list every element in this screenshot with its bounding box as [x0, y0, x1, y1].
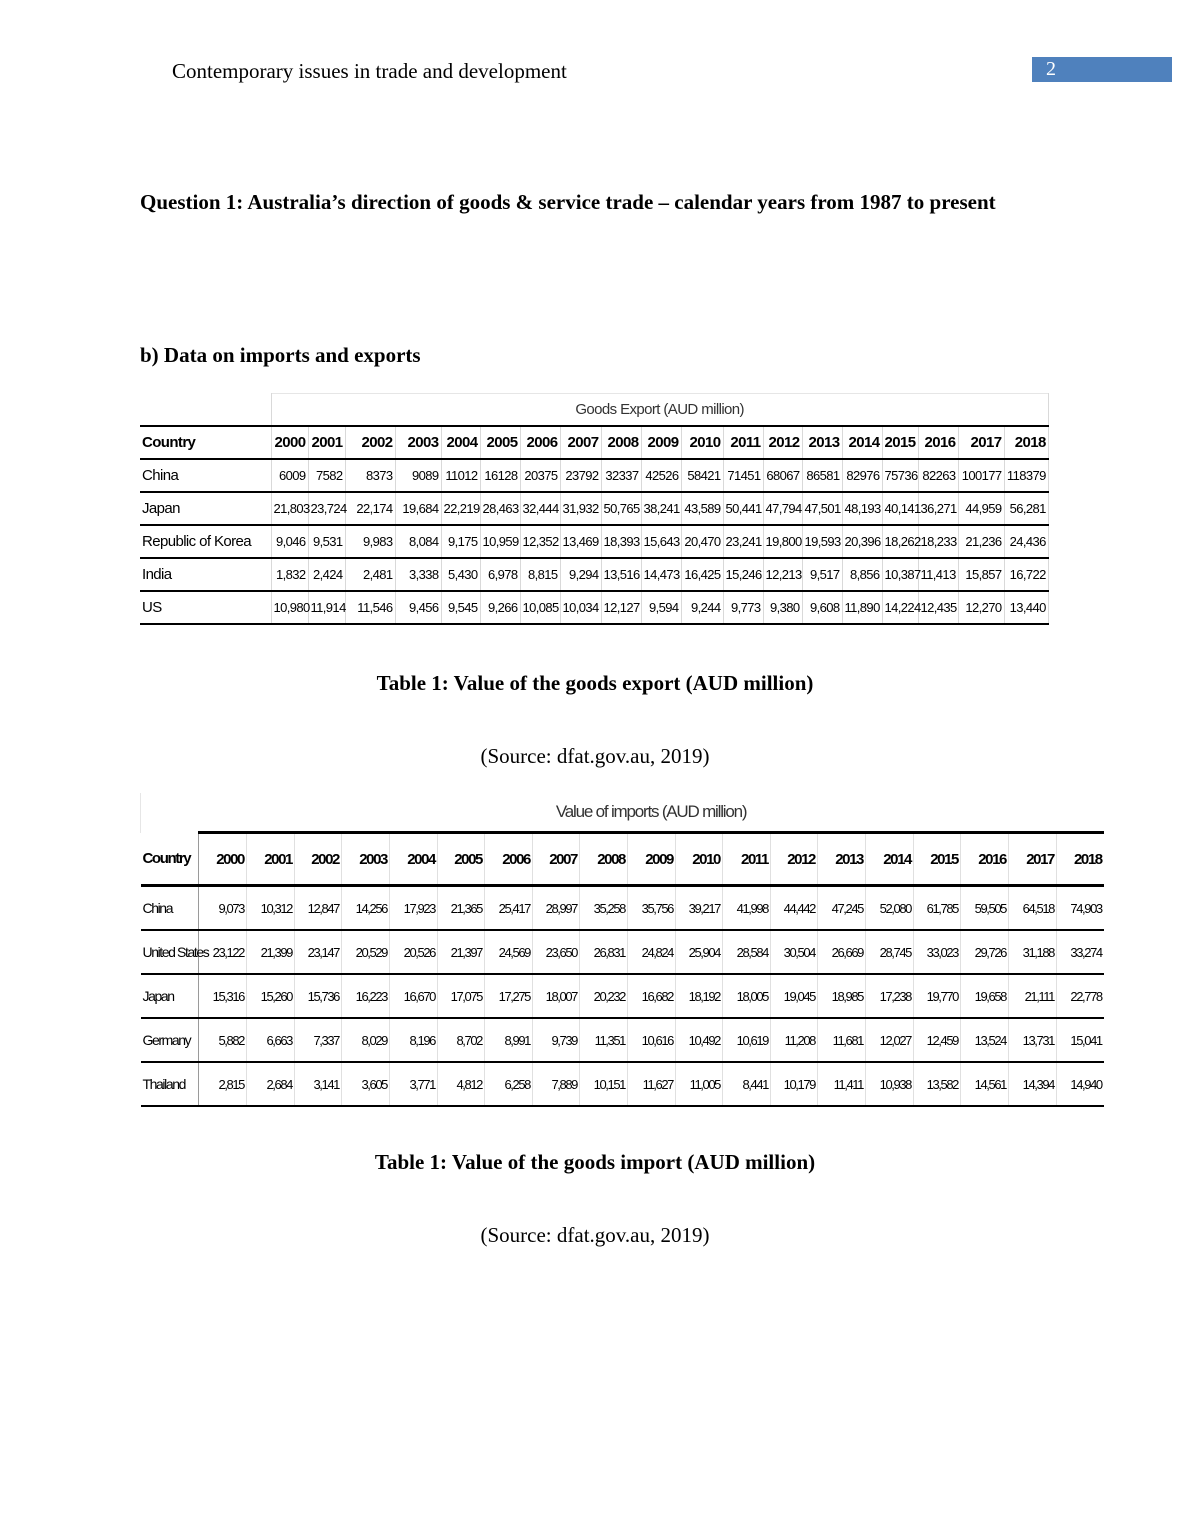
import-table-value-cell: 26,831 — [580, 930, 628, 974]
import-table-value-cell: 12,027 — [866, 1018, 914, 1062]
import-table-row — [141, 930, 1104, 974]
export-table-value-cell: 75736 — [882, 459, 918, 492]
export-table-value-cell: 15,857 — [958, 558, 1004, 591]
import-table-year-header: 2017 — [1009, 833, 1057, 886]
import-table-value-cell: 11,208 — [771, 1018, 818, 1062]
export-table-value-cell: 16,425 — [681, 558, 723, 591]
export-table-value-cell: 7582 — [308, 459, 345, 492]
import-table-value-cell: 18,985 — [818, 974, 866, 1018]
import-table-year-header: 2015 — [914, 833, 961, 886]
export-table-value-cell: 20375 — [520, 459, 560, 492]
import-table-year-header: 2009 — [628, 833, 676, 886]
export-table-value-cell: 18,233 — [918, 525, 958, 558]
import-table-value-cell: 2,815 — [199, 1062, 247, 1106]
import-table-value-cell: 20,232 — [580, 974, 628, 1018]
import-table-title: Value of imports (AUD million) — [199, 793, 1104, 833]
import-table-caption: Table 1: Value of the goods import (AUD million) — [374, 1150, 816, 1174]
import-table-value-cell: 7,889 — [533, 1062, 580, 1106]
export-table-value-cell: 12,127 — [601, 591, 641, 624]
export-table-year-header: 2015 — [882, 426, 918, 459]
export-table-row — [140, 591, 1048, 624]
export-table-country-header: Country — [140, 426, 271, 459]
import-table-value-cell: 11,627 — [628, 1062, 676, 1106]
export-table-value-cell: 42526 — [641, 459, 681, 492]
import-table-value-cell: 28,745 — [866, 930, 914, 974]
import-table-value-cell: 35,258 — [580, 886, 628, 931]
export-table-value-cell: 68067 — [763, 459, 802, 492]
import-table-year-header: 2016 — [961, 833, 1009, 886]
export-table-value-cell: 11,413 — [918, 558, 958, 591]
export-table-year-header: 2008 — [601, 426, 641, 459]
import-table-value-cell: 10,616 — [628, 1018, 676, 1062]
export-table-value-cell: 2,481 — [345, 558, 395, 591]
export-table-value-cell: 38,241 — [641, 492, 681, 525]
export-table-value-cell: 56,281 — [1004, 492, 1048, 525]
import-table-country-cell: Thailand — [141, 1062, 199, 1106]
import-table-value-cell: 23,650 — [533, 930, 580, 974]
export-table-year-header: 2004 — [441, 426, 480, 459]
import-table-value-cell: 2,684 — [247, 1062, 295, 1106]
export-table-row — [140, 459, 1048, 492]
import-table-value-cell: 18,005 — [723, 974, 771, 1018]
import-table-value-cell: 12,459 — [914, 1018, 961, 1062]
export-table-value-cell: 28,463 — [480, 492, 520, 525]
import-table-value-cell: 17,275 — [485, 974, 533, 1018]
export-table-value-cell: 12,270 — [958, 591, 1004, 624]
import-table-year-header: 2004 — [390, 833, 438, 886]
import-table-value-cell: 20,529 — [342, 930, 390, 974]
export-table-value-cell: 22,174 — [345, 492, 395, 525]
export-table-value-cell: 9,531 — [308, 525, 345, 558]
export-table-value-cell: 18,262 — [882, 525, 918, 558]
import-table-value-cell: 47,245 — [818, 886, 866, 931]
export-table-value-cell: 5,430 — [441, 558, 480, 591]
import-table-value-cell: 11,411 — [818, 1062, 866, 1106]
export-table-value-cell: 24,436 — [1004, 525, 1048, 558]
export-table-value-cell: 19,684 — [395, 492, 441, 525]
export-table-value-cell: 9,594 — [641, 591, 681, 624]
export-table-value-cell: 13,516 — [601, 558, 641, 591]
import-table-value-cell: 12,847 — [295, 886, 342, 931]
export-table-title-row — [140, 394, 1048, 427]
export-table-value-cell: 47,794 — [763, 492, 802, 525]
export-table-value-cell: 19,800 — [763, 525, 802, 558]
import-table-value-cell: 10,938 — [866, 1062, 914, 1106]
import-table-year-header: 2002 — [295, 833, 342, 886]
export-table-title: Goods Export (AUD million) — [271, 394, 1048, 427]
import-table-value-cell: 19,770 — [914, 974, 961, 1018]
import-table-value-cell: 3,141 — [295, 1062, 342, 1106]
import-table-value-cell: 21,397 — [438, 930, 485, 974]
import-table-country-header: Country — [141, 833, 199, 886]
export-table-value-cell: 10,034 — [560, 591, 601, 624]
export-table-value-cell: 31,932 — [560, 492, 601, 525]
import-table-value-cell: 11,005 — [676, 1062, 723, 1106]
export-table-value-cell: 3,338 — [395, 558, 441, 591]
export-table-value-cell: 9,608 — [802, 591, 842, 624]
import-table-year-header: 2003 — [342, 833, 390, 886]
import-table-year-header: 2006 — [485, 833, 533, 886]
export-table-value-cell: 82263 — [918, 459, 958, 492]
import-table-value-cell: 28,997 — [533, 886, 580, 931]
import-table-value-cell: 24,569 — [485, 930, 533, 974]
import-table-value-cell: 10,179 — [771, 1062, 818, 1106]
import-table-value-cell: 14,256 — [342, 886, 390, 931]
export-table-value-cell: 11,546 — [345, 591, 395, 624]
export-table-value-cell: 10,959 — [480, 525, 520, 558]
import-table-value-cell: 61,785 — [914, 886, 961, 931]
export-table-value-cell: 20,470 — [681, 525, 723, 558]
import-table-value-cell: 10,619 — [723, 1018, 771, 1062]
import-table-value-cell: 9,073 — [199, 886, 247, 931]
export-table-year-header: 2002 — [345, 426, 395, 459]
import-table-value-cell: 26,669 — [818, 930, 866, 974]
import-table-value-cell: 3,771 — [390, 1062, 438, 1106]
import-table-value-cell: 19,658 — [961, 974, 1009, 1018]
import-table-value-cell: 29,726 — [961, 930, 1009, 974]
export-table-value-cell: 58421 — [681, 459, 723, 492]
import-table-value-cell: 33,023 — [914, 930, 961, 974]
export-table-country-cell: China — [140, 459, 271, 492]
question-heading: Question 1: Australia’s direction of goods & service trade – calendar years from 1987 to present — [140, 190, 996, 214]
export-table-corner-cell — [140, 394, 271, 427]
export-table-value-cell: 23792 — [560, 459, 601, 492]
import-table-row — [141, 1062, 1104, 1106]
export-table-value-cell: 13,440 — [1004, 591, 1048, 624]
import-table-value-cell: 17,238 — [866, 974, 914, 1018]
export-table-year-header: 2013 — [802, 426, 842, 459]
export-table-caption: Table 1: Value of the goods export (AUD million) — [376, 671, 814, 695]
import-table-year-header: 2013 — [818, 833, 866, 886]
export-table-value-cell: 32337 — [601, 459, 641, 492]
export-table-value-cell: 22,219 — [441, 492, 480, 525]
export-table-value-cell: 32,444 — [520, 492, 560, 525]
import-table-value-cell: 18,192 — [676, 974, 723, 1018]
import-table-value-cell: 3,605 — [342, 1062, 390, 1106]
export-table-value-cell: 50,441 — [723, 492, 763, 525]
export-table-value-cell: 10,085 — [520, 591, 560, 624]
export-table-value-cell: 11,914 — [308, 591, 345, 624]
export-table-value-cell: 48,193 — [842, 492, 882, 525]
import-table-header-row — [141, 833, 1104, 886]
export-table-value-cell: 9,773 — [723, 591, 763, 624]
import-table-value-cell: 39,217 — [676, 886, 723, 931]
import-table-value-cell: 33,274 — [1057, 930, 1104, 974]
export-table-value-cell: 9,266 — [480, 591, 520, 624]
export-table-value-cell: 100177 — [958, 459, 1004, 492]
export-table-value-cell: 6009 — [271, 459, 308, 492]
import-table-value-cell: 8,196 — [390, 1018, 438, 1062]
import-table-value-cell: 21,365 — [438, 886, 485, 931]
import-table-value-cell: 13,524 — [961, 1018, 1009, 1062]
export-table-year-header: 2016 — [918, 426, 958, 459]
export-table-value-cell: 9,244 — [681, 591, 723, 624]
import-table-value-cell: 16,670 — [390, 974, 438, 1018]
export-table-value-cell: 118379 — [1004, 459, 1048, 492]
import-table-value-cell: 15,041 — [1057, 1018, 1104, 1062]
import-table-value-cell: 52,080 — [866, 886, 914, 931]
import-table-year-header: 2010 — [676, 833, 723, 886]
export-table-value-cell: 1,832 — [271, 558, 308, 591]
import-table-value-cell: 15,316 — [199, 974, 247, 1018]
import-table-value-cell: 10,312 — [247, 886, 295, 931]
export-table-year-header: 2006 — [520, 426, 560, 459]
import-table-value-cell: 7,337 — [295, 1018, 342, 1062]
export-table-value-cell: 12,435 — [918, 591, 958, 624]
import-table-value-cell: 14,940 — [1057, 1062, 1104, 1106]
import-table-year-header: 2008 — [580, 833, 628, 886]
import-table-value-cell: 9,739 — [533, 1018, 580, 1062]
import-table-row — [141, 886, 1104, 931]
import-table-value-cell: 18,007 — [533, 974, 580, 1018]
import-table-value-cell: 10,151 — [580, 1062, 628, 1106]
import-table-value-cell: 15,260 — [247, 974, 295, 1018]
import-table-value-cell: 30,504 — [771, 930, 818, 974]
export-table-value-cell: 6,978 — [480, 558, 520, 591]
import-table-year-header: 2007 — [533, 833, 580, 886]
import-table-value-cell: 5,882 — [199, 1018, 247, 1062]
import-table-value-cell: 31,188 — [1009, 930, 1057, 974]
import-table-year-header: 2018 — [1057, 833, 1104, 886]
import-table-value-cell: 11,681 — [818, 1018, 866, 1062]
import-table-corner-cell — [141, 793, 199, 833]
export-table-value-cell: 9,046 — [271, 525, 308, 558]
import-table-value-cell: 14,394 — [1009, 1062, 1057, 1106]
export-table-country-cell: US — [140, 591, 271, 624]
export-table-value-cell: 9,380 — [763, 591, 802, 624]
import-table-country-cell: Germany — [141, 1018, 199, 1062]
import-table-value-cell: 24,824 — [628, 930, 676, 974]
import-table-value-cell: 6,663 — [247, 1018, 295, 1062]
import-table-value-cell: 8,441 — [723, 1062, 771, 1106]
export-table-year-header: 2011 — [723, 426, 763, 459]
export-table-value-cell: 15,246 — [723, 558, 763, 591]
import-table-value-cell: 16,682 — [628, 974, 676, 1018]
export-table-value-cell: 43,589 — [681, 492, 723, 525]
export-table-value-cell: 8,084 — [395, 525, 441, 558]
import-table-value-cell: 23,147 — [295, 930, 342, 974]
import-table-value-cell: 8,702 — [438, 1018, 485, 1062]
import-table-year-header: 2011 — [723, 833, 771, 886]
export-table-source: (Source: dfat.gov.au, 2019) — [480, 744, 710, 768]
export-table-year-header: 2017 — [958, 426, 1004, 459]
export-table-value-cell: 20,396 — [842, 525, 882, 558]
export-table-year-header: 2018 — [1004, 426, 1048, 459]
export-table-value-cell: 14,224 — [882, 591, 918, 624]
export-table-row — [140, 525, 1048, 558]
export-table-year-header: 2001 — [308, 426, 345, 459]
export-table-value-cell: 15,643 — [641, 525, 681, 558]
export-table-year-header: 2010 — [681, 426, 723, 459]
import-table-value-cell: 25,417 — [485, 886, 533, 931]
export-table-value-cell: 11,890 — [842, 591, 882, 624]
import-table-value-cell: 28,584 — [723, 930, 771, 974]
import-table-value-cell: 17,923 — [390, 886, 438, 931]
export-table-value-cell: 12,213 — [763, 558, 802, 591]
export-table — [140, 393, 1049, 625]
import-table-year-header: 2014 — [866, 833, 914, 886]
import-table-year-header: 2005 — [438, 833, 485, 886]
export-table-year-header: 2009 — [641, 426, 681, 459]
import-table-country-cell: Japan — [141, 974, 199, 1018]
export-table-country-cell: Republic of Korea — [140, 525, 271, 558]
export-table-value-cell: 11012 — [441, 459, 480, 492]
import-table — [140, 793, 1104, 1107]
import-table-value-cell: 13,582 — [914, 1062, 961, 1106]
export-table-value-cell: 9,175 — [441, 525, 480, 558]
import-table-value-cell: 10,492 — [676, 1018, 723, 1062]
export-table-value-cell: 19,593 — [802, 525, 842, 558]
export-table-value-cell: 47,501 — [802, 492, 842, 525]
import-table-value-cell: 19,045 — [771, 974, 818, 1018]
import-table-value-cell: 21,399 — [247, 930, 295, 974]
import-table-value-cell: 23,122 — [199, 930, 247, 974]
import-table-value-cell: 13,731 — [1009, 1018, 1057, 1062]
import-table-year-header: 2012 — [771, 833, 818, 886]
export-table-value-cell: 10,980 — [271, 591, 308, 624]
import-table-value-cell: 64,518 — [1009, 886, 1057, 931]
page-number: 2 — [1032, 57, 1172, 82]
export-table-value-cell: 8,856 — [842, 558, 882, 591]
export-table-value-cell: 16128 — [480, 459, 520, 492]
export-table-year-header: 2007 — [560, 426, 601, 459]
import-table-value-cell: 8,029 — [342, 1018, 390, 1062]
import-table-value-cell: 25,904 — [676, 930, 723, 974]
import-table-title-row — [141, 793, 1104, 833]
export-table-value-cell: 23,724 — [308, 492, 345, 525]
export-table-value-cell: 8,815 — [520, 558, 560, 591]
import-table-value-cell: 59,505 — [961, 886, 1009, 931]
import-table-value-cell: 22,778 — [1057, 974, 1104, 1018]
export-table-value-cell: 21,803 — [271, 492, 308, 525]
import-table-row — [141, 1018, 1104, 1062]
export-table-value-cell: 36,271 — [918, 492, 958, 525]
import-table-row — [141, 974, 1104, 1018]
export-table-year-header: 2003 — [395, 426, 441, 459]
export-table-value-cell: 13,469 — [560, 525, 601, 558]
import-table-value-cell: 17,075 — [438, 974, 485, 1018]
export-table-value-cell: 16,722 — [1004, 558, 1048, 591]
import-table-source: (Source: dfat.gov.au, 2019) — [480, 1223, 710, 1247]
import-table-year-header: 2001 — [247, 833, 295, 886]
export-table-row — [140, 492, 1048, 525]
export-table-value-cell: 12,352 — [520, 525, 560, 558]
export-table-value-cell: 9,456 — [395, 591, 441, 624]
export-table-year-header: 2000 — [271, 426, 308, 459]
export-table-value-cell: 82976 — [842, 459, 882, 492]
export-table-header-row — [140, 426, 1048, 459]
export-table-year-header: 2012 — [763, 426, 802, 459]
import-table-value-cell: 6,258 — [485, 1062, 533, 1106]
export-table-value-cell: 10,387 — [882, 558, 918, 591]
import-table-value-cell: 8,991 — [485, 1018, 533, 1062]
export-table-country-cell: Japan — [140, 492, 271, 525]
export-table-value-cell: 23,241 — [723, 525, 763, 558]
export-table-year-header: 2005 — [480, 426, 520, 459]
running-header-title: Contemporary issues in trade and development — [172, 59, 567, 83]
import-table-value-cell: 11,351 — [580, 1018, 628, 1062]
import-table-value-cell: 16,223 — [342, 974, 390, 1018]
export-table-year-header: 2014 — [842, 426, 882, 459]
section-subheading: b) Data on imports and exports — [140, 343, 421, 367]
import-table-value-cell: 35,756 — [628, 886, 676, 931]
export-table-value-cell: 71451 — [723, 459, 763, 492]
export-table-value-cell: 21,236 — [958, 525, 1004, 558]
export-table-country-cell: India — [140, 558, 271, 591]
import-table-country-cell: China — [141, 886, 199, 931]
export-table-value-cell: 9,545 — [441, 591, 480, 624]
import-table-value-cell: 14,561 — [961, 1062, 1009, 1106]
import-table-value-cell: 41,998 — [723, 886, 771, 931]
import-table-value-cell: 4,812 — [438, 1062, 485, 1106]
export-table-value-cell: 9,294 — [560, 558, 601, 591]
import-table-value-cell: 44,442 — [771, 886, 818, 931]
export-table-value-cell: 50,765 — [601, 492, 641, 525]
export-table-value-cell: 40,141 — [882, 492, 918, 525]
export-table-value-cell: 18,393 — [601, 525, 641, 558]
export-table-value-cell: 86581 — [802, 459, 842, 492]
import-table-value-cell: 21,111 — [1009, 974, 1057, 1018]
export-table-value-cell: 9,983 — [345, 525, 395, 558]
export-table-value-cell: 44,959 — [958, 492, 1004, 525]
import-table-value-cell: 74,903 — [1057, 886, 1104, 931]
import-table-year-header: 2000 — [199, 833, 247, 886]
import-table-value-cell: 15,736 — [295, 974, 342, 1018]
export-table-value-cell: 14,473 — [641, 558, 681, 591]
export-table-value-cell: 8373 — [345, 459, 395, 492]
export-table-value-cell: 2,424 — [308, 558, 345, 591]
import-table-country-cell: United States — [141, 930, 199, 974]
export-table-value-cell: 9,517 — [802, 558, 842, 591]
import-table-value-cell: 20,526 — [390, 930, 438, 974]
export-table-row — [140, 558, 1048, 591]
export-table-value-cell: 9089 — [395, 459, 441, 492]
